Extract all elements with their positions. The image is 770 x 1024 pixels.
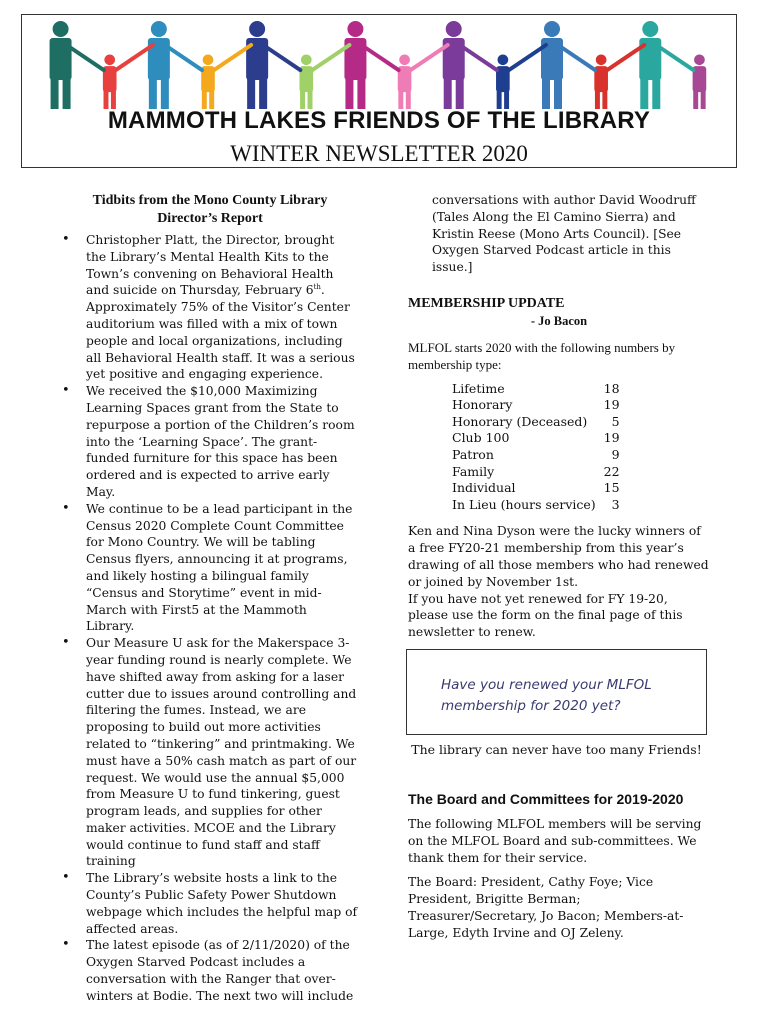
membership-count: 5	[611, 413, 620, 429]
membership-author: - Jo Bacon	[530, 313, 588, 328]
joined-arms	[165, 45, 202, 70]
table-row	[452, 414, 620, 431]
joined-arms	[411, 45, 448, 70]
membership-count: 18	[603, 380, 620, 396]
membership-count: 19	[603, 397, 620, 413]
joined-arms	[607, 45, 644, 70]
table-row	[452, 430, 620, 447]
adult-figure-icon	[148, 21, 170, 109]
adult-figure-icon	[541, 21, 563, 109]
list-item: • Our Measure U ask for the Makerspace 3-year funding round is nearly complete. We have shifted away from asking for a laser cutter due to issues around controlling and filtering the fumes. Instead, we are proposing to build out more activities related to “tinkering” and printmaking. We must have a 50% cash match as part of our request. We would use the annual $5,000 from Measure U to fund tinkering, guest program leads, and supplies for other maker activities. MCOE and the Library would continue to fund staff and staff training	[62, 635, 358, 870]
callout-line: Have you renewed your MLFOL	[441, 677, 652, 693]
membership-heading: MEMBERSHIP UPDATE	[408, 295, 565, 311]
membership-count: 3	[611, 496, 620, 512]
list-item: • Christopher Platt, the Director, brought the Library’s Mental Health Kits to the Town’s convening on Behavioral Health and suicide on Thursday, February 6th. Approximately 75% of the Visitor’s Center auditorium was filled with a mix of town people and local organizations, including all Behavioral Health staff. It was a serious yet positive and engaging experience.	[62, 232, 358, 383]
joined-arms	[361, 45, 398, 70]
renewal-callout-box	[406, 649, 707, 735]
child-figure-icon	[693, 54, 707, 109]
membership-winners: Ken and Nina Dyson were the lucky winners of a free FY20-21 membership from this year’s drawing of all those members who had renewed or joined by November 1st.	[408, 524, 709, 589]
table-row	[452, 464, 620, 481]
child-figure-icon	[201, 54, 215, 109]
membership-type: In Lieu (hours service)	[452, 496, 596, 512]
table-row	[452, 381, 620, 398]
table-row	[452, 447, 620, 464]
table-row	[452, 497, 620, 514]
membership-table	[452, 381, 620, 514]
tagline: The library can never have too many Friends!	[411, 742, 702, 757]
people-holding-hands-banner	[36, 19, 724, 111]
child-figure-icon	[103, 54, 117, 109]
membership-type: Individual	[452, 480, 516, 496]
membership-type: Patron	[452, 446, 494, 462]
joined-arms	[509, 45, 546, 70]
left-column	[62, 192, 358, 1005]
table-row	[452, 397, 620, 414]
newsletter-issue-title: WINTER NEWSLETTER 2020	[230, 141, 528, 166]
callout-line: membership for 2020 yet?	[441, 698, 621, 714]
joined-arms	[656, 45, 693, 70]
board-heading: The Board and Committees for 2019-2020	[408, 791, 684, 807]
child-figure-icon	[398, 54, 412, 109]
child-figure-icon	[299, 54, 313, 109]
table-row	[452, 480, 620, 497]
joined-arms	[67, 45, 104, 70]
adult-figure-icon	[344, 21, 366, 109]
joined-arms	[263, 45, 300, 70]
membership-count: 22	[603, 463, 620, 479]
organization-title: MAMMOTH LAKES FRIENDS OF THE LIBRARY	[107, 107, 651, 134]
membership-intro: MLFOL starts 2020 with the following numbers by membership type:	[408, 339, 676, 372]
membership-count: 9	[611, 446, 620, 462]
joined-arms	[214, 45, 251, 70]
joined-arms	[312, 45, 349, 70]
membership-count: 19	[603, 430, 620, 446]
membership-type: Family	[452, 463, 495, 479]
membership-count: 15	[603, 480, 620, 496]
masthead	[21, 14, 737, 168]
list-item: • We received the $10,000 Maximizing Learning Spaces grant from the State to repurpose a portion of the Children’s room into the ‘Learning Space’. The grant-funded furniture for this space has been ordered and is expected to arrive early May.	[62, 383, 358, 501]
list-item: • The latest episode (as of 2/11/2020) of the Oxygen Starved Podcast includes a conversation with the Ranger that over-winters at Bodie. The next two will include	[62, 937, 358, 1004]
list-item: • The Library’s website hosts a link to the County’s Public Safety Power Shutdown webpage which includes the helpful map of affected areas.	[62, 870, 358, 937]
adult-figure-icon	[443, 21, 465, 109]
membership-type: Honorary	[452, 397, 513, 413]
joined-arms	[116, 45, 153, 70]
membership-type: Club 100	[452, 430, 510, 446]
board-members: The Board: President, Cathy Foye; Vice President, Brigitte Berman; Treasurer/Secretary, Jo Bacon; Members-at-Large, Edyth Irvine and OJ Zeleny.	[408, 875, 684, 940]
tidbits-continued: conversations with author David Woodruff (Tales Along the El Camino Sierra) and Kristin Reese (Mono Arts Council). [See Oxygen Starved Podcast article in this issue.]	[432, 193, 696, 275]
membership-type: Honorary (Deceased)	[452, 413, 588, 429]
adult-figure-icon	[50, 21, 72, 109]
adult-figure-icon	[246, 21, 268, 109]
right-column	[408, 192, 710, 641]
joined-arms	[558, 45, 595, 70]
joined-arms	[460, 45, 497, 70]
child-figure-icon	[496, 54, 510, 109]
membership-type: Lifetime	[452, 380, 505, 396]
child-figure-icon	[594, 54, 608, 109]
adult-figure-icon	[639, 21, 661, 109]
membership-renew-note: If you have not yet renewed for FY 19-20, please use the form on the final page of this newsletter to renew.	[408, 591, 683, 640]
tidbits-list	[62, 232, 358, 1005]
board-intro: The following MLFOL members will be serving on the MLFOL Board and sub-committees. We thank them for their service.	[408, 817, 702, 865]
tidbits-heading: Tidbits from the Mono County Library Director’s Report	[92, 193, 328, 226]
board-section	[408, 791, 710, 949]
list-item: • We continue to be a lead participant in the Census 2020 Complete Count Committee for Mono Country. We will be tabling Census flyers, announcing it at programs, and likely hosting a bilingual family “Census and Storytime” event in mid-March with First5 at the Mammoth Library.	[62, 501, 358, 635]
